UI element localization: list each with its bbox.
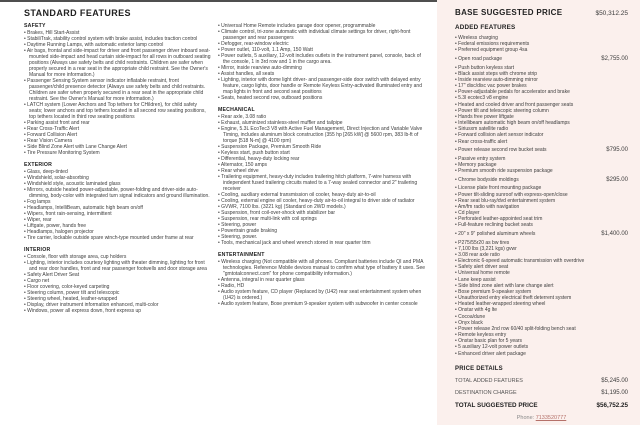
feature-item: • GVWR, 7100 lbs. (3221 kg) (Standard on 2WD models.) [218,204,429,210]
added-feature-label: • Side blind zone alert with lane change alert [455,283,553,289]
added-feature-label: • Power tilt and telescopic steering column [455,108,549,114]
feature-item: • Parking assist front and rear [24,120,211,126]
feature-item: • Daytime Running Lamps, with automatic exterior lamp control [24,42,211,48]
added-feature-label: • Full-feature reclining bucket seats [455,222,533,228]
price-detail-row [455,390,628,396]
added-feature-item [455,168,628,174]
added-feature-label: • 5 auxiliary 12-volt power outlets [455,344,528,350]
feature-item: • Radio, HD [218,283,429,289]
added-feature-label: • Federal emissions requirements [455,41,529,47]
feature-item: • Steering column, power tilt and telescopic [24,290,211,296]
section-header-exterior: EXTERIOR [24,162,53,168]
added-feature-label: • Black assist steps with chrome strip [455,71,537,77]
feature-item: • Audio system feature, CD player (Replaced by (U42) rear seat entertainment system when (U42) is ordered.) [218,289,429,301]
added-feature-label: • Rear seat blu-ray/dvd entertainment system [455,198,555,204]
feature-item: • Brakes, Hill Start-Assist [24,30,211,36]
feature-item: • Lighting, interior with dome light driver- and passenger-side door switch with delayed entry feature, cargo lights, door handle or Remote Keyless Entry-activated illuminated entry and map lights in front and second seat positions [218,77,429,95]
added-feature-label: • Onstar with 4g lte [455,307,497,313]
added-feature-label: • Wireless charging [455,35,498,41]
feature-item: • Mirror, inside rearview auto-dimming [218,65,429,71]
feature-item: • Lighting, interior includes courtesy lighting with theater dimming, lighting for front and rear door handles, front and rear passenger footwells and door storage area [24,260,211,272]
price-detail-row [455,378,628,384]
added-feature-label: • Cd player [455,210,480,216]
feature-item: • Climate control, tri-zone automatic with individual climate settings for driver, right-front passenger and rear passengers [218,29,429,41]
added-feature-label: • Open road package [455,56,502,62]
section-header-entertainment: ENTERTAINMENT [218,252,265,258]
total-suggested-price-row [455,402,628,409]
added-feature-item [455,231,628,237]
price-detail-rows [455,378,628,396]
feature-item: • Display, driver instrument information enhanced, multi-color [24,302,211,308]
added-feature-label: • P275/55r20 as bw tires [455,240,509,246]
section-header-mechanical: MECHANICAL [218,107,255,113]
added-features-list [455,35,628,357]
added-feature-item [455,177,628,183]
feature-item: • Alternator, 150 amps [218,162,429,168]
section-header-interior: INTERIOR [24,247,51,253]
feature-item: • Windows, power all express down, front express up [24,308,211,314]
total-suggested-price-label: TOTAL SUGGESTED PRICE [455,401,538,409]
price-detail-label: TOTAL ADDED FEATURES [455,377,523,384]
feature-item: • Safety Alert Driver Seat [24,272,211,278]
added-feature-label: • Power release 2nd row 60/40 split-folding bench seat [455,326,576,332]
added-feature-label: • Am/fm radio with navigation [455,204,519,210]
standard-features-column-1 [24,23,211,314]
added-feature-label: • Premium smooth ride suspension package [455,168,553,174]
feature-item: • Assist handles, all seats [218,71,429,77]
added-feature-price: $2,755.00 [601,55,628,62]
feature-item: • Windshield, solar-absorbing [24,175,211,181]
added-feature-label: • Heated and cooled driver and front passenger seats [455,102,573,108]
price-details-section [455,366,628,421]
added-feature-label: • Heated leather-wrapped steering wheel [455,301,545,307]
price-detail-label: DESTINATION CHARGE [455,389,517,396]
added-feature-item [455,47,628,53]
feature-item: • Engine, 5.3L EcoTec3 V8 with Active Fuel Management, Direct Injection and Variable Valve Timing, includes aluminum block construction (355 hp [265 kW] @ 5600 rpm, 383 lb-ft of torque [518 N-m] @ 4100 rpm) [218,126,429,144]
base-suggested-price-label: BASE SUGGESTED PRICE [455,8,563,17]
added-feature-label: • Universal home remote [455,270,510,276]
added-feature-item [455,56,628,62]
added-feature-label: • Enhanced driver alert package [455,351,526,357]
added-feature-label: • Power-adjustable pedals for accelerator and brake [455,89,570,95]
feature-item: • Glass, deep-tinted [24,169,211,175]
feature-item: • Powertrain grade braking [218,228,429,234]
feature-item: • Mirrors, outside heated power-adjustable, power-folding and driver-side auto-dimming, body-color with integrated turn signal indicators and ground illumination. [24,187,211,199]
feature-item: • Fog lamps [24,199,211,205]
base-suggested-price-value: $50,312.25 [595,10,628,17]
phone-row [455,415,628,421]
added-feature-label: • Forward collision alert sensor indicator [455,132,543,138]
feature-item: • Universal Home Remote includes garage door opener, programmable [218,23,429,29]
added-feature-label: • Passive entry system [455,156,505,162]
added-feature-label: • Rear cross-traffic alert [455,139,507,145]
feature-item: • Cooling, external engine oil cooler, heavy-duty air-to-oil integral to driver side of radiator [218,198,429,204]
feature-item: • Differential, heavy-duty locking rear [218,156,429,162]
added-feature-label: • Siriusxm satellite radio [455,126,508,132]
feature-item: • LATCH system (Lower Anchors and Top tethers for CHildren), for child safety seats; lower anchors and top tethers located in all second row seating positions, top tethers located in third row seating positions [24,102,211,120]
added-feature-label: • Chrome bodyside moldings [455,177,519,183]
added-feature-label: • Perforated leather-appointed seat trim [455,216,542,222]
feature-item: • Tire Pressure Monitoring System [24,150,211,156]
added-feature-price: $795.00 [606,147,628,154]
added-feature-label: • Power release second row bucket seats [455,147,547,153]
added-feature-label: • Electronic 6-speed automatic transmission with overdrive [455,258,584,264]
feature-item: • Floor covering, color-keyed carpeting [24,284,211,290]
feature-item: • Suspension Package, Premium Smooth Ride [218,144,429,150]
added-feature-label: • Preferred equipment group 4sa [455,47,527,53]
added-feature-label: • Cocoa/dune [455,314,487,320]
base-price-row [455,8,628,17]
added-feature-item [455,139,628,145]
feature-item: • Suspension, rear multi-link with coil springs [218,216,429,222]
added-feature-price: $295.00 [606,176,628,183]
feature-item: • StabiliTrak, stability control system with brake assist, includes traction control [24,36,211,42]
feature-item: • Tools, mechanical jack and wheel wrench stored in rear quarter trim [218,240,429,246]
standard-features-title: STANDARD FEATURES [24,8,131,18]
standard-features-column-2 [218,23,429,307]
added-feature-label: • Memory package [455,162,497,168]
added-feature-item [455,222,628,228]
price-detail-value: $5,245.00 [601,377,628,384]
added-feature-item [455,147,628,153]
added-feature-label: • Unauthorized entry electrical theft deterrent system [455,295,571,301]
feature-item: • Air bags, frontal and side-impact for driver and front passenger driver inboard seat-mounted side-impact and head curtain side-impact for all rows in outboard seating positions (Always use safety belts and child restraints. Children are safer when properly secured in a rear seat in the appropriate child restraint. See the Owner's Manual for more information.) [24,48,211,78]
top-divider [0,0,437,2]
feature-item: • Liftgate, power, hands free [24,223,211,229]
feature-item: • Power outlets, 5 auxiliary, 12-volt includes outlets in the instrument panel, console, back of the console, 1 in 3rd row and 1 in the cargo area. [218,53,429,65]
added-feature-label: • Bose premium 9-speaker system [455,289,531,295]
feature-item: • Rear Cross-Traffic Alert [24,126,211,132]
added-feature-price: $1,400.00 [601,231,628,238]
feature-item: • Keyless start, push button start [218,150,429,156]
added-feature-label: • 7,100 lbs (3,221 kgs) gvwr [455,246,517,252]
feature-item: • Console, floor with storage area, cup holders [24,254,211,260]
added-feature-label: • Lane keep assist [455,277,496,283]
added-feature-label: • 20" x 9" polished aluminum wheels [455,231,535,237]
total-suggested-price-value: $56,752.25 [596,401,628,409]
added-feature-label: • Onstar basic plan for 5 years [455,338,522,344]
feature-item: • Wiper, rear [24,217,211,223]
added-feature-label: • Power tilt-sliding sunroof with express-open/close [455,192,568,198]
added-feature-label: • Intellibeam automatic high beam on/off headlamps [455,120,570,126]
added-feature-label: • Remote keyless entry [455,332,506,338]
feature-item: • Steering, power [218,222,429,228]
price-detail-value: $1,195.00 [601,389,628,396]
section-header-safety: SAFETY [24,23,46,29]
added-feature-label: • Inside rearview auto-dimming mirror [455,77,538,83]
feature-item: • Passenger Sensing System sensor indicator inflatable restraint, front passenger/child presence detector (Always use safety belts and child restraints. Children are safer when properly secured in a rear seat in the appropriate child restraint. See the Owner's Manual for more information.) [24,78,211,102]
feature-item: • Cargo net [24,278,211,284]
feature-item: • Power outlet, 110-volt, 1.1 Amp, 150 Watt [218,47,429,53]
feature-item: • Trailering equipment, heavy-duty includes trailering hitch platform, 7-wire harness with independent fused trailering circuits mated to a 7-way sealed connector and 2" trailering receiver [218,174,429,192]
feature-item: • Windshield style, acoustic laminated glass [24,181,211,187]
feature-item: • Tire carrier, lockable outside spare winch-type mounted under frame at rear [24,235,211,241]
feature-item: • Steering wheel, heated, leather-wrapped [24,296,211,302]
added-feature-label: • 17" disc/disc vac power brakes [455,83,527,89]
added-feature-label: • License plate front mounting package [455,185,541,191]
feature-item: • Wipers, front rain-sensing, intermittent [24,211,211,217]
feature-item: • Rear wheel drive [218,168,429,174]
feature-item: • Rear axle, 3.08 ratio [218,114,429,120]
feature-item: • Exhaust, aluminized stainless-steel muffler and tailpipe [218,120,429,126]
feature-item: • Headlamps, halogen projector [24,229,211,235]
feature-item: • Steering, power. [218,234,429,240]
price-details-title: PRICE DETAILS [455,365,503,372]
feature-item: • Suspension, front coil-over-shock with stabilizer bar [218,210,429,216]
added-feature-label: • 5.3l ecotec3 v8 engine [455,95,508,101]
phone-number-link[interactable]: 7133520777 [535,414,567,421]
feature-item: • Seats, heated second row, outboard positions [218,95,429,101]
feature-item: • Side Blind Zone Alert with Lane Change Alert [24,144,211,150]
feature-item: • Wireless charging (Not compatible with all phones. Compliant batteries include QI and PMA technologies. Reference Mobile devices manual to confirm what type of battery it uses. See "gmtotalconnect.com" for phone compatibility information.) [218,259,429,277]
feature-item: • Cooling, auxiliary external transmission oil cooler, heavy-duty air-to-oil [218,192,429,198]
feature-item: • Audio system feature, Bose premium 9-speaker system with subwoofer in center console [218,301,429,307]
phone-label: Phone: [516,414,535,421]
feature-item: • Headlamps, IntelliBeam, automatic high beam on/off [24,205,211,211]
added-feature-item [455,351,628,357]
feature-item: • Rear Vision Camera [24,138,211,144]
added-feature-label: • Hands free power liftgate [455,114,514,120]
added-features-title: ADDED FEATURES [455,24,516,31]
added-feature-label: • 3.08 rear axle ratio [455,252,500,258]
feature-item: • Defogger, rear-window electric [218,41,429,47]
added-feature-label: • Push button keyless start [455,65,514,71]
feature-item: • Antenna, integral in rear quarter glass [218,277,429,283]
added-feature-label: • Safety alert driver seat [455,264,508,270]
added-feature-label: • Onyx black [455,320,483,326]
feature-item: • Forward Collision Alert [24,132,211,138]
price-panel [437,0,640,425]
